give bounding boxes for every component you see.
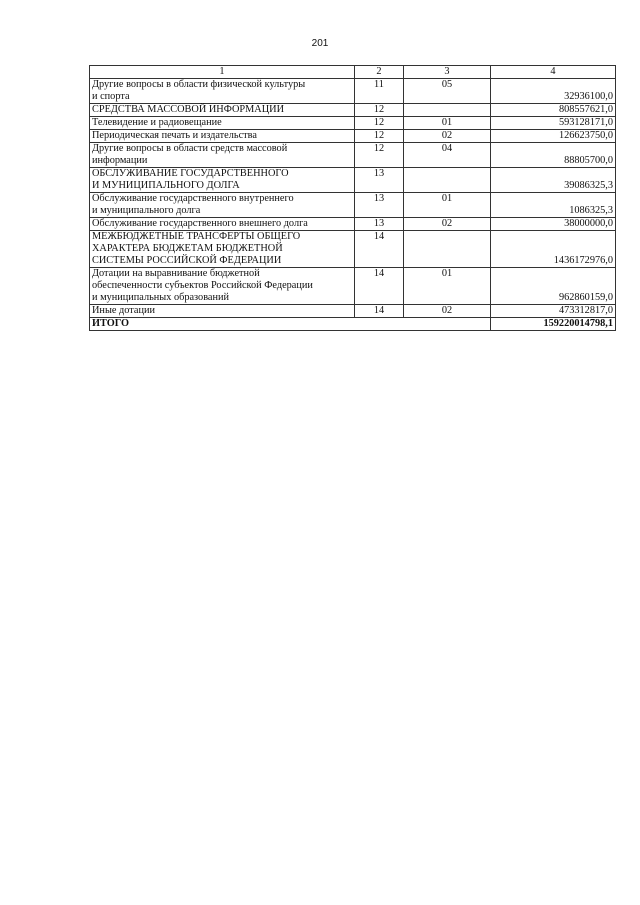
row-name: ОБСЛУЖИВАНИЕ ГОСУДАРСТВЕННОГО И МУНИЦИПАЛЬНОГО ДОЛГА [92,168,289,191]
total-amount: 159220014798,1 [491,318,616,331]
row-subsection-code: 02 [404,218,491,231]
row-section-code: 13 [355,168,404,193]
row-name: Другие вопросы в области средств массовой информации [92,143,288,166]
row-amount: 39086325,3 [491,168,616,193]
total-row [90,318,616,331]
row-section-code: 12 [355,104,404,117]
row-section-code: 14 [355,231,404,268]
table-row [90,231,616,268]
table-row [90,130,616,143]
row-section-code: 12 [355,143,404,168]
row-name: Иные дотации [92,305,155,316]
row-subsection-code: 01 [404,193,491,218]
row-subsection-code [404,231,491,268]
table-body [90,66,616,331]
row-amount: 88805700,0 [491,143,616,168]
row-subsection-code: 05 [404,79,491,104]
table-row [90,143,616,168]
row-section-code: 11 [355,79,404,104]
header-col-4: 4 [491,66,616,79]
row-section-code: 13 [355,218,404,231]
row-name: Обслуживание государственного внутреннего и муниципального долга [92,193,294,216]
table-header-row [90,66,616,79]
row-amount: 593128171,0 [491,117,616,130]
row-subsection-code: 02 [404,305,491,318]
row-name: Обслуживание государственного внешнего долга [92,218,308,229]
row-amount: 962860159,0 [491,268,616,305]
page-number: 201 [311,38,329,49]
table-row [90,168,616,193]
table-row [90,104,616,117]
row-section-code: 12 [355,117,404,130]
row-subsection-code [404,168,491,193]
row-amount: 32936100,0 [491,79,616,104]
row-amount: 38000000,0 [491,218,616,231]
row-section-code: 12 [355,130,404,143]
table-row [90,305,616,318]
header-col-2: 2 [355,66,404,79]
row-name: Телевидение и радиовещание [92,117,222,128]
row-amount: 808557621,0 [491,104,616,117]
row-name: СРЕДСТВА МАССОВОЙ ИНФОРМАЦИИ [92,104,285,115]
row-amount: 126623750,0 [491,130,616,143]
row-subsection-code: 02 [404,130,491,143]
table-row [90,79,616,104]
row-amount: 1436172976,0 [491,231,616,268]
row-name: Дотации на выравнивание бюджетной обеспеченности субъектов Российской Федерации и муниципальных образований [92,268,313,303]
row-amount: 473312817,0 [491,305,616,318]
row-section-code: 14 [355,305,404,318]
row-name: МЕЖБЮДЖЕТНЫЕ ТРАНСФЕРТЫ ОБЩЕГО ХАРАКТЕРА БЮДЖЕТАМ БЮДЖЕТНОЙ СИСТЕМЫ РОССИЙСКОЙ ФЕДЕРАЦИИ [92,231,301,266]
header-col-3: 3 [404,66,491,79]
table-row [90,117,616,130]
row-subsection-code [404,104,491,117]
row-section-code: 13 [355,193,404,218]
row-name: Другие вопросы в области физической культуры и спорта [92,79,306,102]
table-row [90,268,616,305]
row-amount: 1086325,3 [491,193,616,218]
row-subsection-code: 01 [404,117,491,130]
table-row [90,193,616,218]
row-subsection-code: 04 [404,143,491,168]
row-subsection-code: 01 [404,268,491,305]
row-section-code: 14 [355,268,404,305]
total-label: ИТОГО [90,318,491,331]
table-row [90,218,616,231]
header-col-1: 1 [90,66,355,79]
budget-table [89,65,616,331]
row-name: Периодическая печать и издательства [92,130,257,141]
